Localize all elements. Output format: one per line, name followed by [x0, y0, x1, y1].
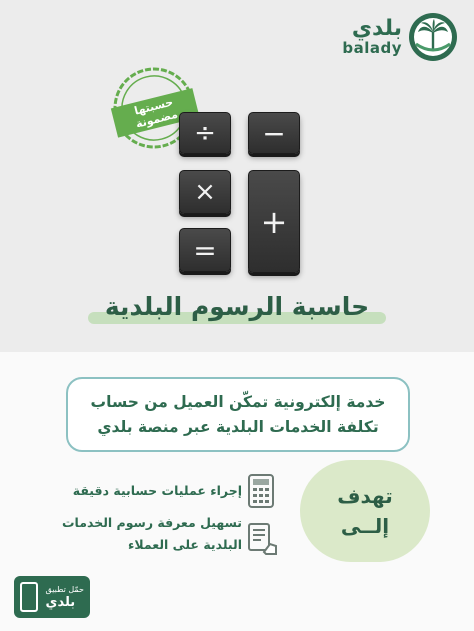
description-text [91, 390, 386, 440]
goal-line-2: إلــى [340, 514, 390, 538]
badge-text [46, 584, 84, 610]
objective-2 [12, 512, 242, 556]
calculator-icon [246, 474, 276, 508]
equals-key [179, 228, 231, 272]
minus-icon: − [262, 116, 286, 150]
badge-big-text: بلدي [45, 595, 76, 610]
goal-badge [300, 460, 430, 562]
description-box [66, 377, 410, 452]
goal-line-1: تهدف [337, 484, 393, 508]
divide-icon: ÷ [194, 118, 216, 148]
objective-2-line-1: تسهيل معرفة رسوم الخدمات [61, 515, 242, 530]
description-line-1: خدمة إلكترونية تمكّن العميل من حساب [90, 392, 386, 411]
phone-icon [20, 582, 38, 612]
balady-logo[interactable] [342, 12, 458, 62]
objective-2-line-2: البلدية على العملاء [128, 537, 242, 552]
description-line-2: تكلفة الخدمات البلدية عبر منصة بلدي [97, 417, 379, 436]
minus-key [248, 112, 300, 154]
multiply-key [179, 170, 231, 214]
divide-key [179, 112, 231, 154]
badge-small-text: حمّل تطبيق [45, 585, 84, 594]
objective-1-line-1: إجراء عمليات حسابية دقيقة [72, 483, 242, 498]
logo-text [342, 18, 402, 56]
document-hand-icon [246, 522, 278, 556]
palm-emblem-icon [408, 12, 458, 62]
page-title: حاسبة الرسوم البلدية [104, 292, 370, 321]
logo-name-en: balady [342, 39, 402, 57]
stamp-text: حسبتها مضمونة [111, 88, 200, 137]
logo-name-ar: بلدي [351, 16, 402, 41]
plus-key [248, 170, 300, 273]
app-download-badge[interactable] [14, 576, 90, 618]
plus-icon: + [260, 202, 288, 241]
multiply-icon: × [194, 177, 216, 207]
equals-icon: = [193, 233, 217, 267]
objective-1 [22, 480, 242, 502]
